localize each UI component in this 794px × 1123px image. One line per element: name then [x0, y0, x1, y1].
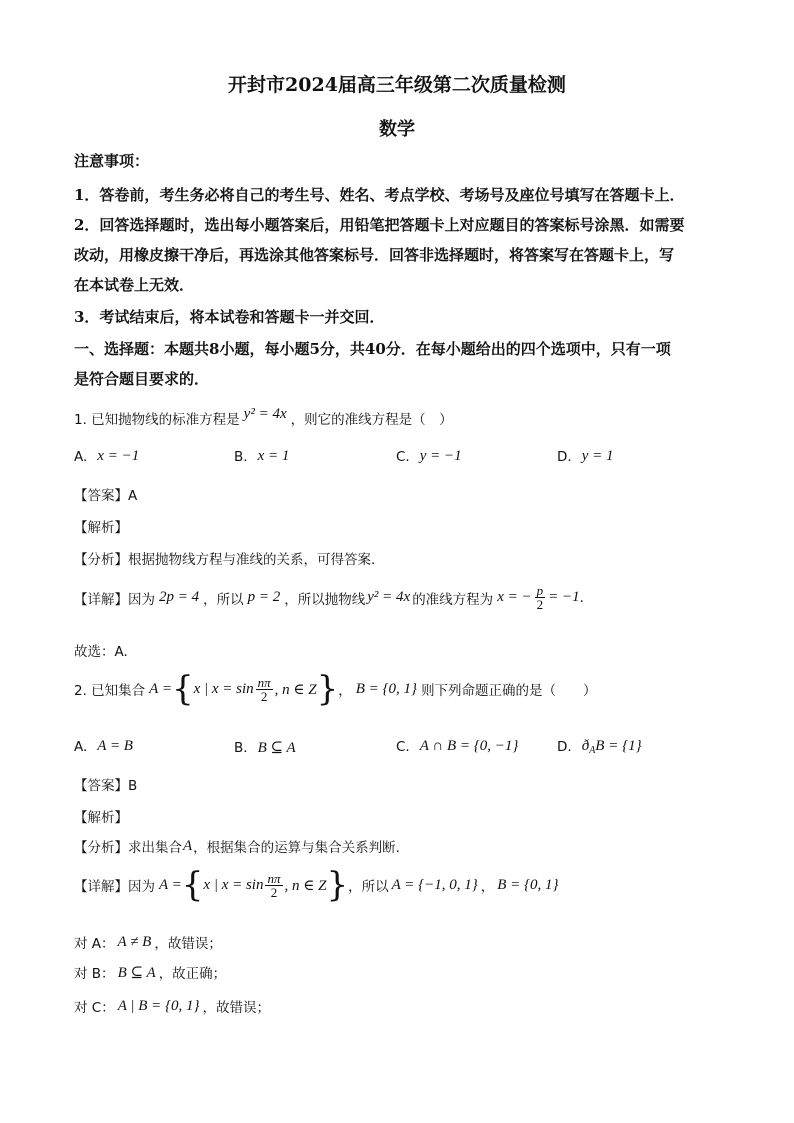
detail-text: ，所以抛物线	[284, 591, 366, 608]
fraction-denominator: 2	[536, 597, 544, 612]
q1-option-a	[74, 448, 139, 465]
set-b: B = {0, 1}	[355, 680, 418, 697]
fraction-numerator: nπ	[267, 870, 281, 886]
detail-math: 2p = 4	[159, 589, 200, 605]
q1-option-c	[396, 448, 462, 465]
right-brace: }	[326, 865, 349, 905]
q2-stem	[74, 669, 597, 709]
detail-tag: 【详解】	[74, 591, 128, 608]
separator: ，	[338, 683, 352, 699]
option-label: B.	[234, 739, 248, 756]
judge-math: A | B = {0, 1}	[117, 997, 200, 1014]
option-math: x = 1	[257, 448, 290, 464]
set-a-body: x | x = sin	[203, 876, 264, 893]
judge-suffix: ，故错误；	[154, 936, 222, 952]
answer-value: A	[128, 488, 138, 504]
judge-math: B ⊆ A	[117, 964, 156, 981]
q2-judge-b	[74, 962, 226, 982]
left-brace: {	[171, 669, 194, 709]
judge-prefix: 对 C：	[74, 1000, 115, 1016]
option-math: ð	[581, 738, 590, 754]
judge-prefix: 对 A：	[74, 936, 115, 952]
q1-stem-math: y² = 4x	[243, 405, 287, 422]
option-math: A ∩ B = {0, −1}	[419, 738, 519, 754]
option-math: A = B	[97, 738, 133, 754]
fraction	[265, 872, 282, 899]
set-a-lhs: A =	[159, 876, 182, 893]
note-item-2-line-1: 2．回答选择题时，选出每小题答案后，用铅笔把答题卡上对应题目的答案标号涂黑．如需要	[74, 216, 685, 234]
q2-stem-prefix: 2. 已知集合	[74, 683, 146, 699]
detail-math: x = −	[497, 589, 532, 605]
left-brace: {	[181, 865, 204, 905]
option-label: C.	[396, 738, 410, 755]
q1-stem-prefix: 1. 已知抛物线的标准方程是	[74, 412, 240, 428]
fraction	[535, 584, 546, 611]
q1-option-b	[234, 448, 289, 465]
set-a-lhs: A =	[149, 680, 172, 697]
option-label: C.	[396, 448, 410, 465]
option-label: A.	[74, 448, 88, 465]
option-math: y = −1	[419, 448, 462, 464]
fraction-numerator: p	[536, 583, 544, 598]
detail-text: ，所以	[203, 591, 244, 608]
fenxi-tag: 【分析】	[74, 552, 128, 568]
q2-option-b	[234, 738, 296, 757]
q2-analysis-tag: 【解析】	[74, 810, 128, 826]
q1-choose: 故选：A.	[74, 644, 128, 660]
set-a-tail: , n ∈ Z	[274, 681, 317, 698]
q2-stem-suffix: 则下列命题正确的是（ ）	[421, 683, 597, 699]
detail-math: y² = 4x	[367, 589, 411, 605]
answer-value: B	[128, 778, 138, 794]
fenxi-tag: 【分析】	[74, 840, 128, 856]
detail-text: 因为	[128, 879, 155, 895]
fraction-numerator: nπ	[257, 674, 271, 690]
option-math: B ⊆ A	[257, 740, 296, 756]
q2-option-c	[396, 738, 518, 755]
detail-math: p = 2	[247, 589, 281, 605]
answer-tag: 【答案】	[74, 778, 128, 794]
detail-math: B = {0, 1}	[497, 876, 559, 893]
q1-answer	[74, 484, 137, 504]
detail-math: = −1	[548, 589, 580, 605]
note-item-1: 1．答卷前，考生务必将自己的考生号、姓名、考点学校、考场号及座位号填写在答题卡上．	[74, 186, 685, 204]
option-math: x = −1	[97, 448, 140, 464]
judge-suffix: ，故正确；	[158, 966, 227, 982]
fraction	[256, 676, 273, 703]
q2-answer	[74, 774, 137, 794]
section-heading-line-1: 一、选择题：本题共8小题，每小题5分，共40分．在每小题给出的四个选项中，只有一项	[74, 340, 671, 358]
note-item-3: 3．考试结束后，将本试卷和答题卡一并交回．	[74, 308, 385, 326]
option-subscript: A	[589, 745, 596, 756]
option-label: A.	[74, 738, 88, 755]
q1-stem	[74, 405, 453, 428]
q1-analysis-tag: 【解析】	[74, 520, 128, 536]
detail-text: 的准线方程为	[412, 591, 494, 608]
fenxi-text: ，根据集合的运算与集合关系判断.	[193, 840, 400, 856]
page-title: 开封市2024届高三年级第二次质量检测	[228, 74, 566, 96]
judge-suffix: ，故错误；	[202, 1000, 271, 1016]
judge-prefix: 对 B：	[74, 966, 115, 982]
fraction-denominator: 2	[270, 884, 278, 900]
detail-tag: 【详解】	[74, 879, 128, 895]
section-heading-line-2: 是符合题目要求的．	[74, 370, 210, 388]
q2-judge-a	[74, 932, 222, 952]
q2-option-a	[74, 738, 133, 755]
option-math: y = 1	[581, 448, 614, 464]
detail-text: ，	[480, 879, 495, 895]
option-math: B = {1}	[595, 738, 642, 754]
detail-math: A = {−1, 0, 1}	[391, 876, 478, 893]
set-a-tail: , n ∈ Z	[284, 877, 327, 894]
q1-fenxi	[74, 548, 375, 568]
fraction-denominator: 2	[260, 688, 268, 704]
note-item-2-line-2: 改动，用橡皮擦干净后，再选涂其他答案标号．回答非选择题时，将答案写在答题卡上，写	[74, 246, 675, 264]
fenxi-text: 求出集合	[128, 840, 182, 856]
answer-tag: 【答案】	[74, 488, 128, 504]
q1-stem-suffix: ，则它的准线方程是（ ）	[290, 412, 453, 428]
fenxi-math: A	[183, 837, 193, 854]
q1-detail	[74, 584, 584, 611]
detail-text: .	[579, 589, 584, 606]
subject-title: 数学	[379, 119, 415, 140]
note-item-2-line-3: 在本试卷上无效．	[74, 276, 195, 294]
notes-heading: 注意事项：	[74, 152, 150, 170]
q2-fenxi	[74, 836, 400, 856]
set-a-body: x | x = sin	[193, 680, 254, 697]
q2-judge-c	[74, 996, 270, 1016]
option-label: B.	[234, 448, 248, 465]
q2-option-d	[557, 738, 642, 755]
detail-text: 因为	[128, 591, 155, 608]
q2-detail	[74, 865, 559, 905]
fenxi-text: 根据抛物线方程与准线的关系，可得答案.	[128, 552, 376, 568]
option-label: D.	[557, 738, 572, 755]
option-label: D.	[557, 448, 572, 465]
right-brace: }	[316, 669, 339, 709]
judge-math: A ≠ B	[117, 933, 152, 950]
detail-text: ，所以	[348, 879, 389, 895]
q1-option-d	[557, 448, 613, 465]
